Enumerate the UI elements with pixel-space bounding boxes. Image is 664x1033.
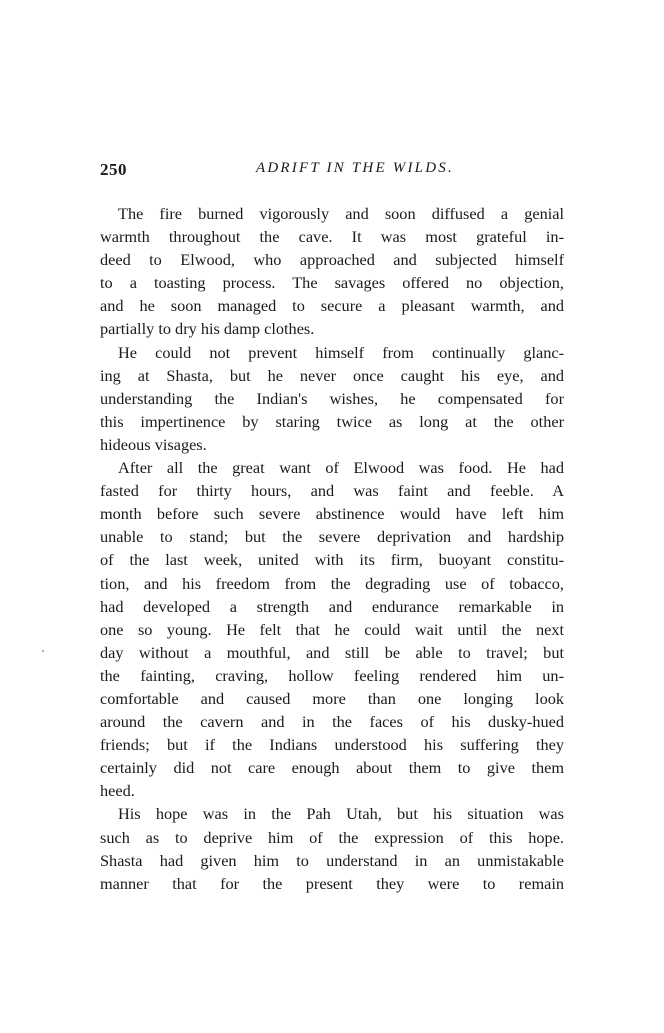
text-line: understanding the Indian's wishes, he compensated for [100,388,564,408]
text-line: His hope was in the Pah Utah, but his situation was [118,804,564,824]
paragraph [100,341,564,456]
paragraph [100,456,564,802]
text-line: one so young. He felt that he could wait until the next [100,619,564,639]
text-line: to a toasting process. The savages offered no objection, [100,273,564,293]
text-line: After all the great want of Elwood was food. He had [118,458,564,478]
text-line: this impertinence by staring twice as long at the other [100,411,564,431]
text-line: He could not prevent himself from continually glanc- [118,342,564,362]
text-line: comfortable and caused more than one longing look [100,688,564,708]
text-line: around the cavern and in the faces of his dusky-hued [100,712,564,732]
text-line: partially to dry his damp clothes. [100,319,315,339]
text-line: the fainting, craving, hollow feeling rendered him un- [100,665,564,685]
text-line: such as to deprive him of the expression of this hope. [100,827,564,847]
text-line: day without a mouthful, and still be able to travel; but [100,642,564,662]
text-line: had developed a strength and endurance remarkable in [100,596,564,616]
text-line: month before such severe abstinence would have left him [100,504,564,524]
text-line: ing at Shasta, but he never once caught his eye, and [100,365,564,385]
text-line: and he soon managed to secure a pleasant warmth, and [100,296,564,316]
print-speck [42,650,44,652]
text-line: warmth throughout the cave. It was most grateful in- [100,227,564,247]
text-line: friends; but if the Indians understood his suffering they [100,735,564,755]
text-line: hideous visages. [100,434,207,454]
text-line: heed. [100,781,135,801]
paragraph [100,802,564,894]
text-line: manner that for the present they were to remain [100,873,564,893]
body-text [100,202,564,895]
text-line: tion, and his freedom from the degrading use of tobacco, [100,573,564,593]
text-line: certainly did not care enough about them to give them [100,758,564,778]
running-head [100,160,564,184]
text-line: Shasta had given him to understand in an unmistakable [100,850,564,870]
paragraph [100,202,564,341]
text-line: unable to stand; but the severe deprivation and hardship [100,527,564,547]
text-line: fasted for thirty hours, and was faint and feeble. A [100,481,564,501]
running-title: ADRIFT IN THE WILDS. [256,160,454,176]
text-line: of the last week, united with its firm, buoyant constitu- [100,550,564,570]
text-line: The fire burned vigorously and soon diffused a genial [118,204,564,223]
text-line: deed to Elwood, who approached and subjected himself [100,250,564,270]
page-number: 250 [100,160,127,179]
